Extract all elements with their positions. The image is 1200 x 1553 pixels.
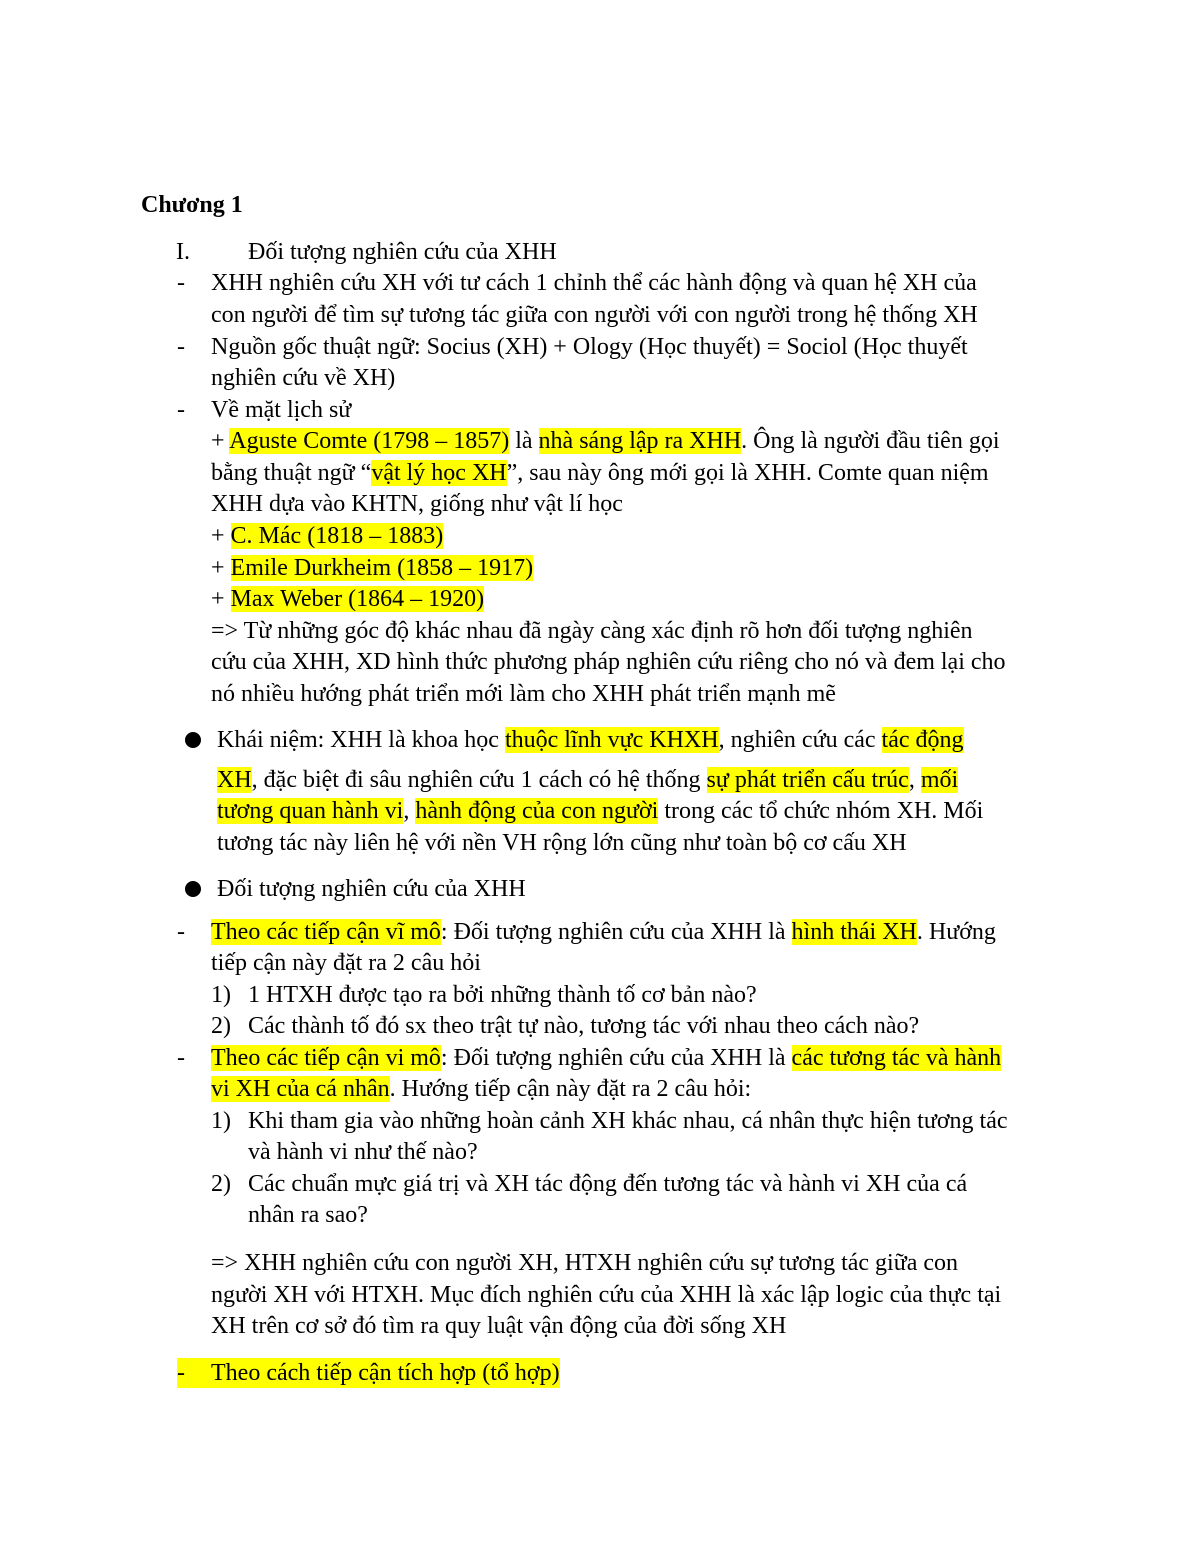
dash-bullet: - xyxy=(177,270,185,296)
text-fragment: , xyxy=(908,767,921,793)
paragraph-line: tiếp cận này đặt ra 2 câu hỏi xyxy=(211,950,481,976)
concept-line: tương tác này liên hệ với nền VH rộng lớn cũng như toàn bộ cơ cấu XH xyxy=(217,830,907,856)
concept-line xyxy=(217,796,983,826)
text-fragment: , nghiên cứu các xyxy=(718,727,882,753)
text-fragment: . Ông là người đầu tiên gọi xyxy=(741,428,1000,454)
list-number: 1) xyxy=(211,1108,231,1134)
macro-line xyxy=(211,917,996,947)
text-fragment: trong các tổ chức nhóm XH. Mối xyxy=(658,798,984,824)
highlight: mối xyxy=(920,767,959,793)
paragraph-line xyxy=(211,458,989,488)
highlight-physics: vật lý học XH xyxy=(371,460,507,486)
highlight: tương quan hành vi xyxy=(217,798,404,824)
highlight: hình thái XH xyxy=(791,919,917,945)
highlight: XH xyxy=(217,767,252,793)
text-fragment: : Đối tượng nghiên cứu của XHH là xyxy=(440,1045,792,1071)
highlight: thuộc lĩnh vực KHXH xyxy=(504,727,719,753)
highlight: hành động của con người xyxy=(415,798,659,824)
plus-marker: + xyxy=(211,586,225,612)
micro-line xyxy=(211,1074,751,1104)
list-item: Khi tham gia vào những hoàn cảnh XH khác nhau, cá nhân thực hiện tương tác xyxy=(248,1108,1008,1134)
text-fragment: . Hướng xyxy=(916,919,996,945)
history-heading: Về mặt lịch sử xyxy=(211,397,352,423)
highlight: sự phát triển cấu trúc xyxy=(706,767,909,793)
highlight-comte-name: Aguste Comte (1798 – 1857) xyxy=(229,428,510,454)
paragraph-line: người XH với HTXH. Mục đích nghiên cứu của XHH là xác lập logic của thực tại xyxy=(211,1282,1002,1308)
highlight: Theo các tiếp cận vi mô xyxy=(211,1045,441,1071)
section-title: Đối tượng nghiên cứu của XHH xyxy=(248,239,557,265)
highlight: vi XH của cá nhân xyxy=(211,1076,390,1102)
plus-marker: + xyxy=(211,428,225,454)
concept-line xyxy=(217,725,964,755)
object-heading: Đối tượng nghiên cứu của XHH xyxy=(217,876,526,902)
text-fragment: là xyxy=(515,428,533,454)
paragraph-line: cứu của XHH, XD hình thức phương pháp nghiên cứu riêng cho nó và đem lại cho xyxy=(211,649,1006,675)
text-fragment: , xyxy=(403,798,416,824)
chapter-title: Chương 1 xyxy=(141,192,243,218)
highlight: các tương tác và hành xyxy=(791,1045,1002,1071)
highlight: Theo cách tiếp cận tích hợp (tổ hợp) xyxy=(211,1360,560,1386)
list-item: Các thành tố đó sx theo trật tự nào, tương tác với nhau theo cách nào? xyxy=(248,1013,920,1039)
dash-bullet: - xyxy=(177,1045,185,1071)
integrated-line xyxy=(177,1358,560,1388)
durkheim-line xyxy=(211,553,533,583)
text-fragment: ”, sau này ông mới gọi là XHH. Comte quan niệm xyxy=(506,460,989,486)
paragraph-line: => Từ những góc độ khác nhau đã ngày càng xác định rõ hơn đối tượng nghiên xyxy=(211,618,973,644)
paragraph-line: con người để tìm sự tương tác giữa con người với con người trong hệ thống XH xyxy=(211,302,978,328)
highlight-durkheim: Emile Durkheim (1858 – 1917) xyxy=(230,555,534,581)
text-fragment: : Đối tượng nghiên cứu của XHH là xyxy=(440,919,792,945)
concept-line xyxy=(217,765,958,795)
list-number: 2) xyxy=(211,1013,231,1039)
highlight-founder: nhà sáng lập ra XHH xyxy=(538,428,742,454)
bullet-dot xyxy=(185,732,201,748)
weber-line xyxy=(211,584,484,614)
list-number: 1) xyxy=(211,982,231,1008)
bullet-dot xyxy=(185,881,201,897)
paragraph-line: XHH dựa vào KHTN, giống như vật lí học xyxy=(211,491,623,517)
highlight-marx: C. Mác (1818 – 1883) xyxy=(230,523,444,549)
plus-marker: + xyxy=(211,555,225,581)
paragraph-line: => XHH nghiên cứu con người XH, HTXH nghiên cứu sự tương tác giữa con xyxy=(211,1250,959,1276)
list-item: nhân ra sao? xyxy=(248,1202,368,1228)
dash-bullet: - xyxy=(177,1360,185,1386)
plus-marker: + xyxy=(211,523,225,549)
list-item: và hành vi như thế nào? xyxy=(248,1139,478,1165)
paragraph-line: XHH nghiên cứu XH với tư cách 1 chỉnh thể các hành động và quan hệ XH của xyxy=(211,270,977,296)
paragraph-line: nghiên cứu về XH) xyxy=(211,365,396,391)
text-fragment: , đặc biệt đi sâu nghiên cứu 1 cách có hệ thống xyxy=(251,767,707,793)
paragraph-line: XH trên cơ sở đó tìm ra quy luật vận động của đời sống XH xyxy=(211,1313,787,1339)
dash-bullet: - xyxy=(177,919,185,945)
comte-line xyxy=(211,426,999,456)
dash-bullet: - xyxy=(177,397,185,423)
list-item: Các chuẩn mực giá trị và XH tác động đến tương tác và hành vi XH của cá xyxy=(248,1171,968,1197)
list-number: 2) xyxy=(211,1171,231,1197)
marx-line xyxy=(211,521,443,551)
section-numeral: I. xyxy=(176,239,190,265)
micro-line xyxy=(211,1043,1001,1073)
highlight: Theo các tiếp cận vĩ mô xyxy=(211,919,441,945)
paragraph-line: Nguồn gốc thuật ngữ: Socius (XH) + Ology (Học thuyết) = Sociol (Học thuyết xyxy=(211,334,968,360)
highlight-weber: Max Weber (1864 – 1920) xyxy=(230,586,485,612)
list-item: 1 HTXH được tạo ra bởi những thành tố cơ bản nào? xyxy=(248,982,757,1008)
highlight: tác động xyxy=(881,727,964,753)
text-fragment: bằng thuật ngữ “ xyxy=(211,460,372,486)
dash-bullet: - xyxy=(177,334,185,360)
text-fragment: . Hướng tiếp cận này đặt ra 2 câu hỏi: xyxy=(389,1076,752,1102)
text-fragment: Khái niệm: XHH là khoa học xyxy=(217,727,505,753)
paragraph-line: nó nhiều hướng phát triển mới làm cho XHH phát triển mạnh mẽ xyxy=(211,681,836,707)
